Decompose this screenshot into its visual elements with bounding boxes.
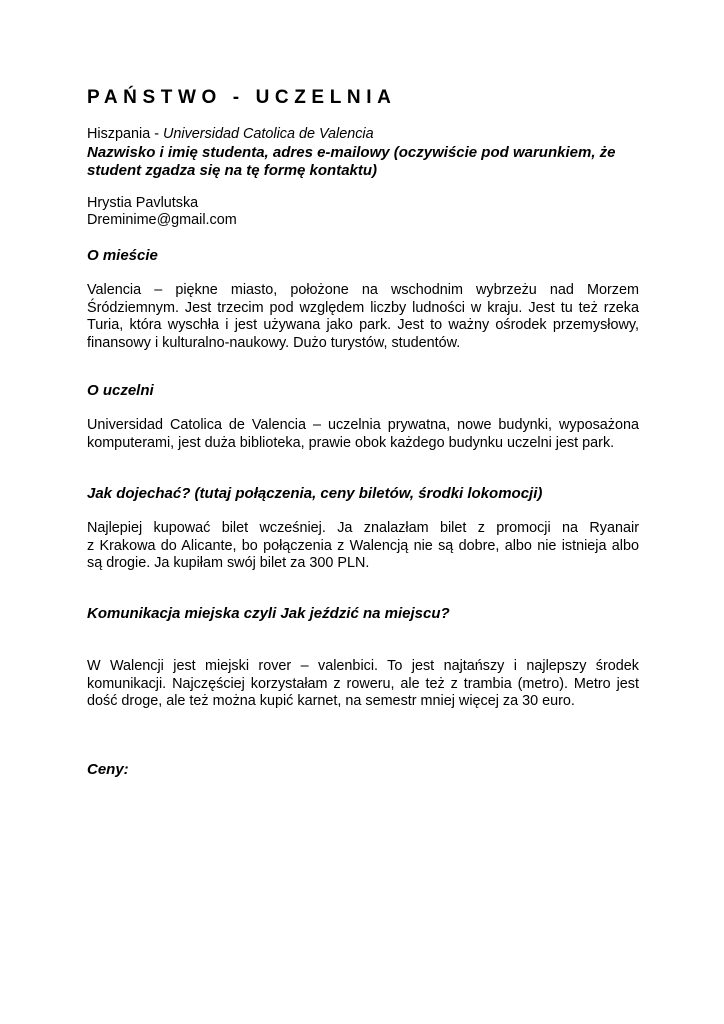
paragraph-line: finansowy i kulturalno-naukowy. Dużo turystów, studentów. xyxy=(87,334,461,351)
paragraph-line: komunikacji. Najczęściej korzystałam z roweru, ale też z trambia (metro). Metro jest xyxy=(87,675,639,692)
paragraph-line: są drogie. Ja kupiłam swój bilet za 300 PLN. xyxy=(87,555,370,571)
student-heading-line: student zgadza się na tę formę kontaktu) xyxy=(87,161,378,179)
student-heading xyxy=(87,144,639,179)
paragraph-line: W Walencji jest miejski rover – valenbici. To jest najtańszy i najlepszy środek xyxy=(87,658,639,674)
paragraph-line: Universidad Catolica de Valencia – uczelnia prywatna, nowe budynki, wyposażona xyxy=(87,417,639,433)
section-body-travel xyxy=(87,520,639,573)
section-heading-transport: Komunikacja miejska czyli Jak jeździć na miejscu? xyxy=(87,605,450,622)
paragraph-line: Turia, która wyschła i jest używana jako park. Jest to ważny ośrodek przemysłowy, xyxy=(87,317,639,333)
section-body-university xyxy=(87,417,639,452)
section-body-city xyxy=(87,282,639,352)
country-line xyxy=(87,126,639,144)
paragraph-line: z Krakowa do Alicante, bo połączenia z Walencją nie są dobre, albo nie istnieja albo xyxy=(87,537,639,554)
student-heading-line: Nazwisko i imię studenta, adres e-mailowy (oczywiście pod warunkiem, że xyxy=(87,144,616,161)
page-title: PAŃSTWO - UCZELNIA xyxy=(87,87,397,108)
section-heading-university: O uczelni xyxy=(87,382,154,399)
paragraph-line: dość droge, ale też można kupić karnet, na semestr mniej więcej za 30 euro. xyxy=(87,693,575,709)
paragraph-line: Najlepiej kupować bilet wcześniej. Ja znalazłam bilet z promocji na Ryanair xyxy=(87,520,639,536)
section-body-transport xyxy=(87,658,639,711)
paragraph-line: Śródziemnym. Jest trzecim pod względem liczby ludności w kraju. Jest tu też rzeka xyxy=(87,299,639,316)
country-prefix: Hiszpania - xyxy=(87,126,163,142)
paragraph-line: Valencia – piękne miasto, położone na wschodnim wybrzeżu nad Morzem xyxy=(87,282,639,298)
student-name: Hrystia Pavlutska xyxy=(87,195,199,211)
section-heading-city: O mieście xyxy=(87,247,158,264)
section-heading-travel: Jak dojechać? (tutaj połączenia, ceny biletów, środki lokomocji) xyxy=(87,485,543,502)
section-heading-prices: Ceny: xyxy=(87,761,129,778)
university-name: Universidad Catolica de Valencia xyxy=(162,126,374,142)
paragraph-line: komputerami, jest duża biblioteka, prawie obok każdego budynku uczelni jest park. xyxy=(87,434,615,451)
student-email: Dreminime@gmail.com xyxy=(87,212,237,228)
